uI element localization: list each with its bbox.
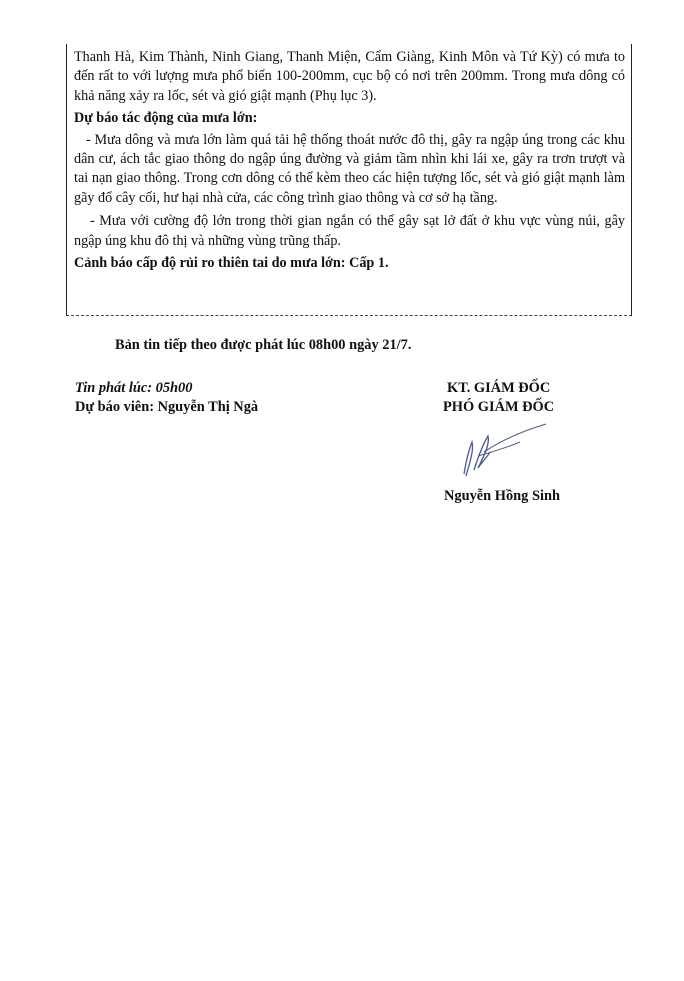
forecast-box [66, 44, 632, 316]
handwritten-signature [444, 422, 554, 484]
impact-heading: Dự báo tác động của mưa lớn: [74, 110, 258, 127]
signer-name: Nguyễn Hồng Sinh [444, 488, 560, 504]
next-bulletin-note: Bản tin tiếp theo được phát lúc 08h00 ngày 21/7. [115, 337, 412, 353]
issue-info [75, 379, 258, 417]
issue-time: Tin phát lúc: 05h00 [75, 380, 193, 396]
forecaster: Dự báo viên: Nguyễn Thị Ngà [75, 399, 259, 415]
risk-warning: Cảnh báo cấp độ rủi ro thiên tai do mưa lớn: Cấp 1. [74, 255, 389, 272]
signature-title-line2: PHÓ GIÁM ĐỐC [443, 399, 555, 415]
impact-paragraph-2: - Mưa với cường độ lớn trong thời gian ngắn có thể gây sạt lở đất ở khu vực vùng núi, gây ngập úng khu đô thị và những vùng trũng thấp. [74, 213, 625, 249]
impact-paragraph-1: - Mưa dông và mưa lớn làm quá tải hệ thống thoát nước đô thị, gây ra ngập úng trong các khu dân cư, ách tắc giao thông do ngập úng đường và giảm tầm nhìn khi lái xe, gây ra trơn trượt và tai nạn giao thông. Trong cơn dông có thể kèm theo các hiện tượng lốc, sét và gió giật mạnh làm gãy đổ cây cối, hư hại nhà cửa, các công trình giao thông và cơ sở hạ tầng. [74, 131, 625, 206]
signature-title-line1: KT. GIÁM ĐỐC [447, 380, 551, 396]
forecast-paragraph: Thanh Hà, Kim Thành, Ninh Giang, Thanh Miện, Cẩm Giàng, Kinh Môn và Tứ Kỳ) có mưa to đến rất to với lượng mưa phổ biến 100-200mm, cục bộ có nơi trên 200mm. Trong mưa dông có khả năng xảy ra lốc, sét và gió giật mạnh (Phụ lục 3). [74, 49, 625, 104]
signature-title [443, 379, 554, 417]
